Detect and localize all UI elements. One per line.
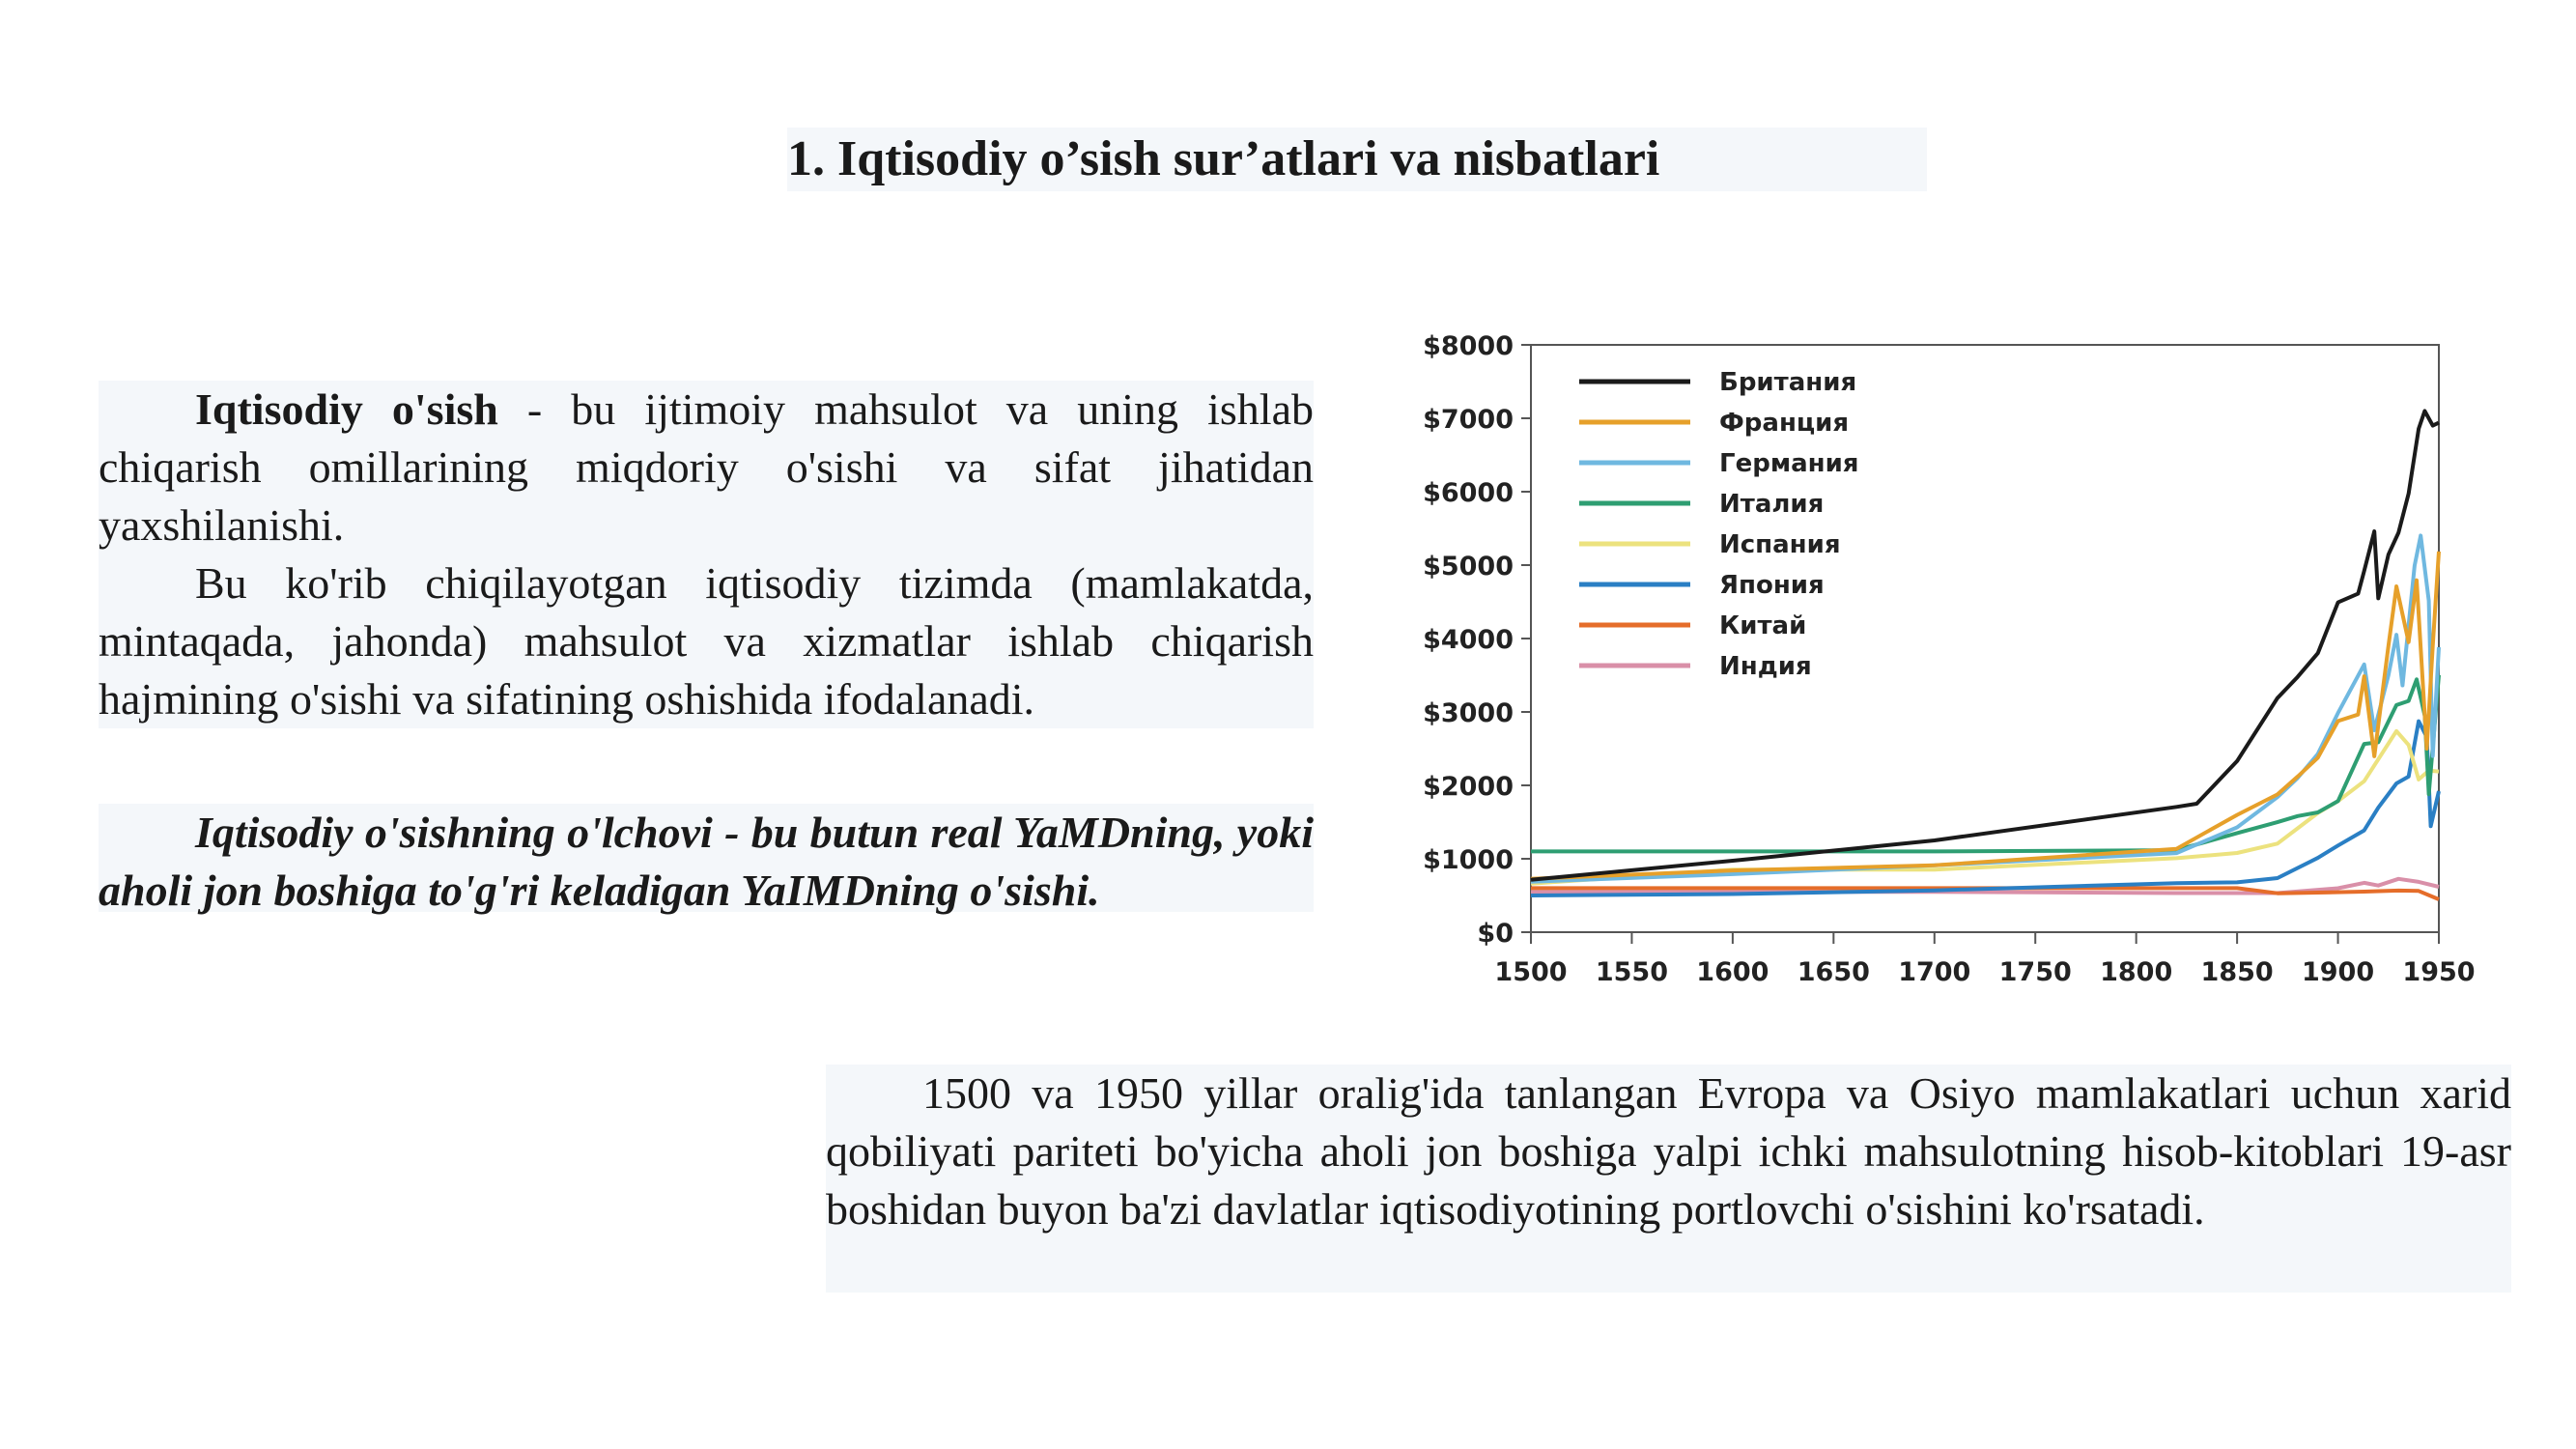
legend-label: Япония bbox=[1719, 571, 1825, 600]
legend-label: Индия bbox=[1719, 652, 1812, 681]
gdp-per-capita-chart bbox=[1372, 309, 2492, 1043]
definition-paragraph-2: Bu ko'rib chiqilayotgan iqtisodiy tizimda (mamlakatda, mintaqada, jahonda) mahsulot va xizmatlar ishlab chiqarish hajmining o'sishi va sifatining oshishida ifodalanadi. bbox=[99, 558, 1314, 724]
x-tick-label: 1800 bbox=[2100, 957, 2173, 987]
definition-paragraph bbox=[99, 381, 1314, 554]
definition-block bbox=[99, 381, 1314, 728]
legend-label: Британия bbox=[1719, 368, 1857, 397]
y-tick-label: $2000 bbox=[1423, 772, 1514, 802]
x-tick-label: 1850 bbox=[2200, 957, 2274, 987]
page-title bbox=[787, 128, 1927, 191]
legend-label: Франция bbox=[1719, 409, 1850, 438]
legend-label: Китай bbox=[1719, 611, 1807, 640]
x-tick-label: 1950 bbox=[2402, 957, 2476, 987]
y-tick-label: $5000 bbox=[1423, 552, 1514, 582]
x-tick-label: 1500 bbox=[1494, 957, 1568, 987]
x-tick-label: 1550 bbox=[1595, 957, 1669, 987]
legend-label: Италия bbox=[1719, 490, 1825, 519]
definition-text: - bu ijtimoiy mahsulot va uning ishlab chiqarish omillarining miqdoriy o'sishi va sifat jihatidan yaxshilanishi. bbox=[99, 384, 1314, 550]
y-tick-label: $3000 bbox=[1423, 698, 1514, 728]
y-tick-label: $0 bbox=[1477, 919, 1514, 949]
page-title-text: 1. Iqtisodiy o’sish sur’atlari va nisbatlari bbox=[787, 131, 1660, 186]
measure-block bbox=[99, 804, 1314, 915]
measure-paragraph: Iqtisodiy o'sishning o'lchovi - bu butun real YaMDning, yoki aholi jon boshiga to'g'ri keladigan YaIMDning o'sishi. bbox=[99, 808, 1314, 915]
x-tick-label: 1700 bbox=[1898, 957, 1971, 987]
y-tick-label: $7000 bbox=[1423, 405, 1514, 435]
legend-label: Германия bbox=[1719, 449, 1859, 478]
x-tick-label: 1750 bbox=[1998, 957, 2072, 987]
y-tick-label: $1000 bbox=[1423, 845, 1514, 875]
y-tick-label: $8000 bbox=[1423, 331, 1514, 361]
y-tick-label: $6000 bbox=[1423, 478, 1514, 508]
legend-label: Испания bbox=[1719, 530, 1841, 559]
y-tick-label: $4000 bbox=[1423, 625, 1514, 655]
chart-caption-block bbox=[826, 1065, 2511, 1293]
x-tick-label: 1900 bbox=[2301, 957, 2375, 987]
x-tick-label: 1600 bbox=[1696, 957, 1769, 987]
definition-term: Iqtisodiy o'sish bbox=[195, 384, 498, 434]
x-tick-label: 1650 bbox=[1797, 957, 1870, 987]
chart-caption: 1500 va 1950 yillar oralig'ida tanlangan Evropa va Osiyo mamlakatlari uchun xarid qobiliyati pariteti bo'yicha aholi jon boshiga yalpi ichki mahsulotning hisob-kitoblari 19-asr boshidan buyon ba'zi davlatlar iqtisodiyotining portlovchi o'sishini ko'rsatadi. bbox=[826, 1068, 2511, 1234]
plot-area-frame bbox=[1531, 345, 2439, 932]
